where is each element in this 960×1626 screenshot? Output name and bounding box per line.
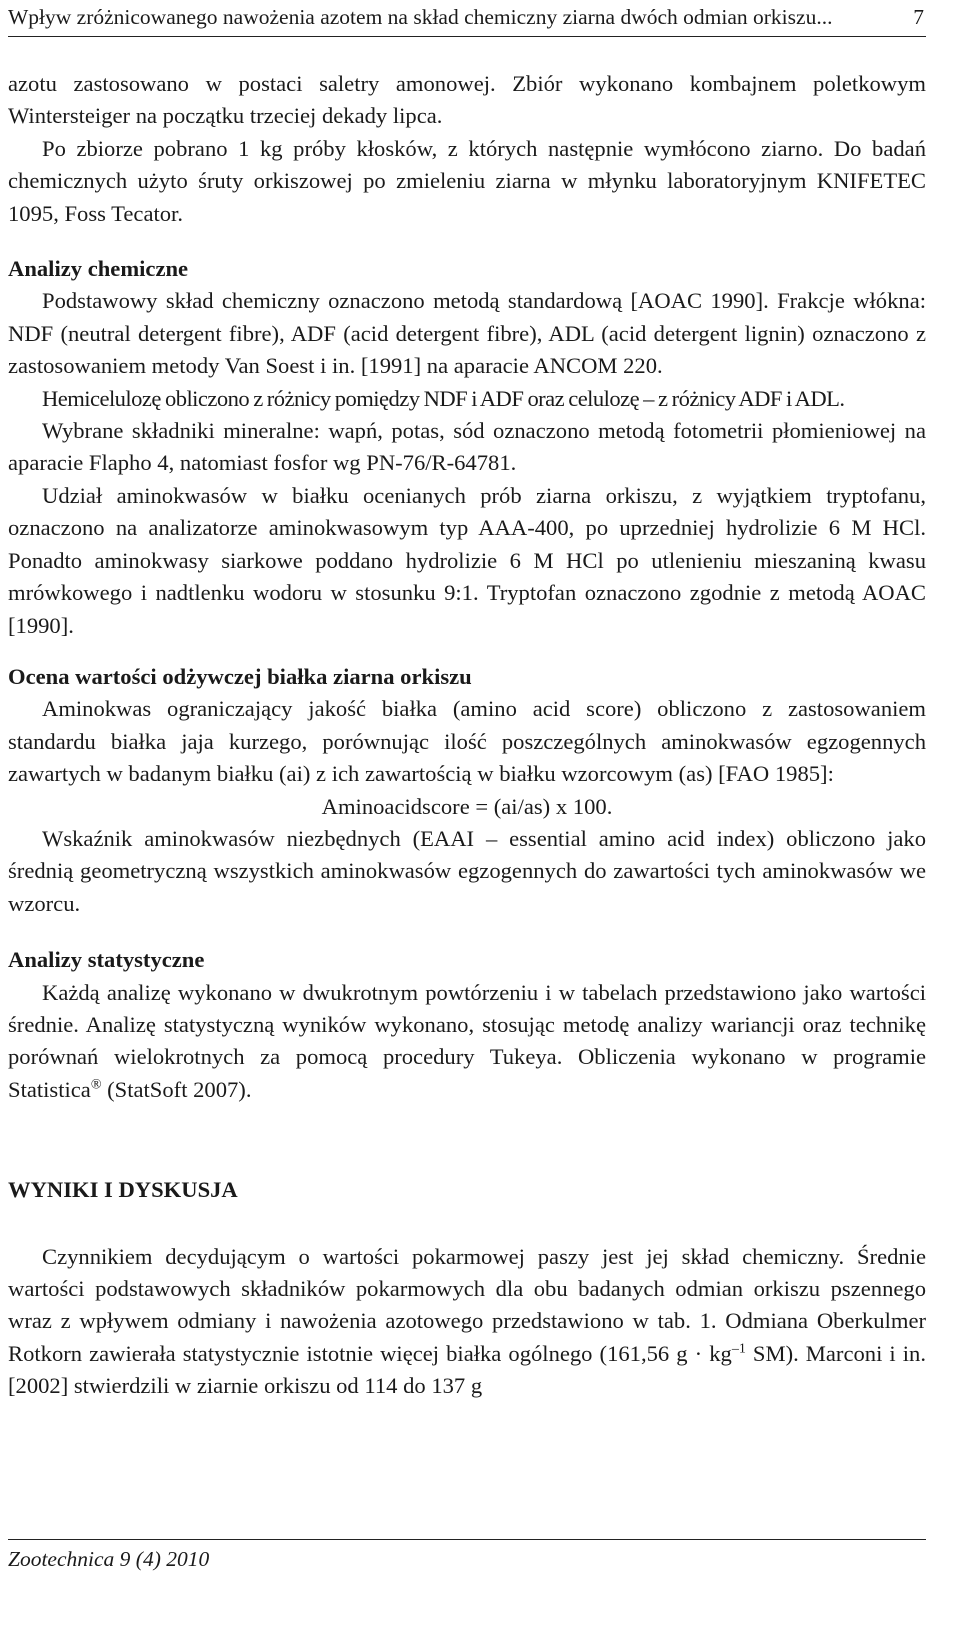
registered-mark: ®	[90, 1077, 102, 1093]
running-header	[8, 2, 926, 37]
chemical-analyses-paragraph-1: Podstawowy skład chemiczny oznaczono metodą standardową [AOAC 1990]. Frakcje włókna: NDF (neutral detergent fibre), ADF (acid detergent fibre), ADL (acid detergent lignin) oznaczono z zastosowaniem metody Van Soest i in. [1991] na aparacie ANCOM 220.	[8, 288, 926, 379]
protein-value-paragraph-1: Aminokwas ograniczający jakość białka (amino acid score) obliczono z zastosowaniem standardu białka jaja kurzego, porównując ilość poszczególnych aminokwasów egzogennych zawartych w badanym białku (ai) z ich zawartością w białku wzorcowym (as) [FAO 1985]:	[8, 696, 926, 787]
results-text-end: SM). Marconi i in. [2002] stwierdzili w ziarnie orkiszu od 114 do 137 g	[8, 1340, 926, 1399]
results-paragraph	[8, 1241, 926, 1403]
section-heading-statistics: Analizy statystyczne	[8, 947, 205, 973]
section-heading-chemical-analyses: Analizy chemiczne	[8, 256, 189, 282]
amino-acid-score-formula: Aminoacidscore = (ai/as) x 100.	[321, 793, 613, 819]
section-heading-results: WYNIKI I DYSKUSJA	[8, 1177, 238, 1203]
results-text: Czynnikiem decydującym o wartości pokarmowej paszy jest jej skład chemiczny. Średnie wartości podstawowych składników pokarmowych dla obu badanych odmian orkiszu pszennego wraz z wpływem odmiany i nawożenia azotowego przedstawiono w tab. 1. Odmiana Oberkulmer Rotkorn zawierała statystycznie istotnie więcej białka ogólnego (161,56 g · kg	[8, 1243, 926, 1366]
unit-exponent: –1	[731, 1341, 746, 1357]
statistics-paragraph	[8, 977, 926, 1107]
protein-value-paragraph-2: Wskaźnik aminokwasów niezbędnych (EAAI – essential amino acid index) obliczono jako średnią geometryczną wszystkich aminokwasów egzogennych do zawartości tych aminokwasów we wzorcu.	[8, 825, 926, 916]
chemical-analyses-paragraph-2: Hemicelulozę obliczono z różnicy pomiędzy NDF i ADF oraz celulozę – z różnicy ADF i ADL.	[42, 385, 845, 411]
page-number: 7	[913, 5, 924, 29]
section-heading-protein-value: Ocena wartości odżywczej białka ziarna orkiszu	[8, 663, 472, 689]
intro-paragraph-1: azotu zastosowano w postaci saletry amonowej. Zbiór wykonano kombajnem poletkowym Wintersteiger na początku trzeciej dekady lipca.	[8, 71, 926, 129]
intro-paragraph-2: Po zbiorze pobrano 1 kg próby kłosków, z których następnie wymłócono ziarno. Do badań chemicznych użyto śruty orkiszowej po zmieleniu ziarna w młynku laboratoryjnym KNIFETEC 1095, Foss Tecator.	[8, 135, 926, 226]
statistics-text-end: (StatSoft 2007).	[101, 1076, 252, 1102]
statistics-text: Każdą analizę wykonano w dwukrotnym powtórzeniu i w tabelach przedstawiono jako wartości średnie. Analizę statystyczną wyników wykonano, stosując metodę analizy wariancji oraz technikę porównań wielokrotnych za pomocą procedury Tukeya. Obliczenia wykonano w programie Statistica	[8, 979, 926, 1102]
running-title: Wpływ zróżnicowanego nawożenia azotem na skład chemiczny ziarna dwóch odmian orkiszu...	[8, 5, 833, 29]
journal-footer: Zootechnica 9 (4) 2010	[8, 1539, 926, 1574]
chemical-analyses-paragraph-4: Udział aminokwasów w białku ocenianych prób ziarna orkiszu, z wyjątkiem tryptofanu, oznaczono na analizatorze aminokwasowym typ AAA-400, po uprzedniej hydrolizie 6 M HCl. Ponadto aminokwasy siarkowe poddano hydrolizie 6 M HCl po utlenieniu mieszaniną kwasu mrówkowego i nadtlenku wodoru w stosunku 9:1. Tryptofan oznaczono zgodnie z metodą AOAC [1990].	[8, 482, 926, 638]
main-content	[8, 68, 926, 1403]
chemical-analyses-paragraph-3: Wybrane składniki mineralne: wapń, potas, sód oznaczono metodą fotometrii płomieniowej na aparacie Flapho 4, natomiast fosfor wg PN-76/R-64781.	[8, 418, 926, 476]
